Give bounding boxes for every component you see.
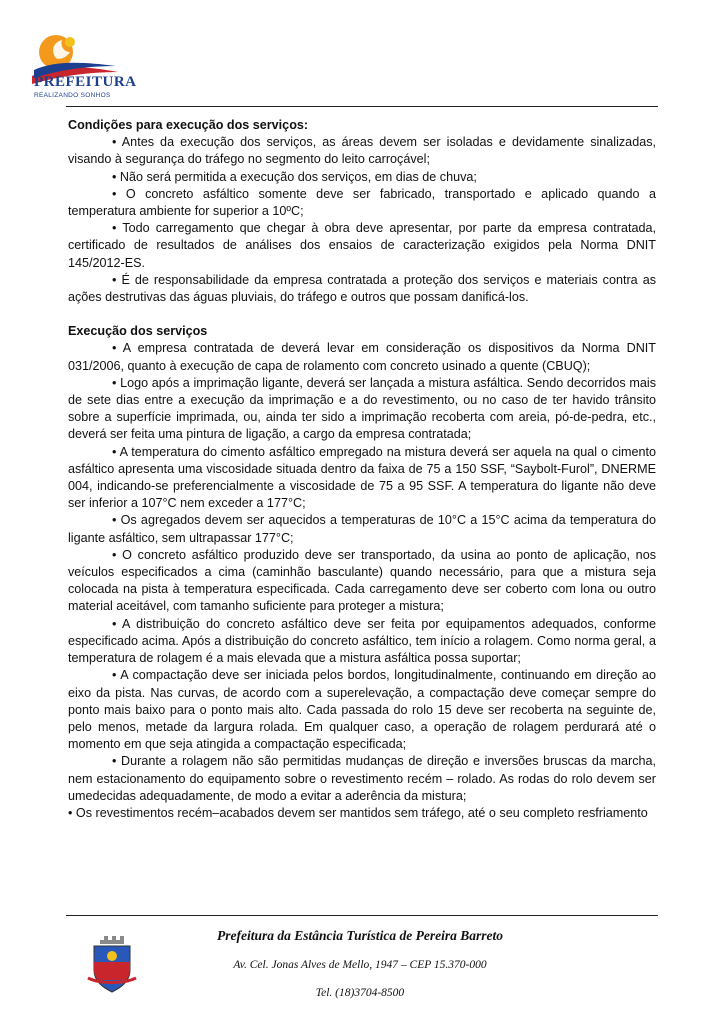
footer-phone: Tel. (18)3704-8500 xyxy=(315,987,405,999)
logo-wordmark: PREFEITURA xyxy=(34,74,137,90)
section-title: Execução dos serviços xyxy=(68,324,208,339)
paragraph: • Durante a rolagem não são permitidas mudanças de direção e inversões bruscas da marcha, nem estacionamento do equipamento sobre o revestimento recém – rolado. As rodas do rolo devem ser umedecidas adequadamente, de modo a evitar a aderência da mistura; xyxy=(68,754,656,803)
paragraph: • Os agregados devem ser aquecidos a temperaturas de 10°C a 15°C acima da temperatura do ligante asfáltico, sem ultrapassar 177°C; xyxy=(68,513,656,545)
paragraph: • O concreto asfáltico somente deve ser fabricado, transportado e aplicado quando a temperatura ambiente for superior a 10ºC; xyxy=(68,186,656,219)
paragraph: • Todo carregamento que chegar à obra deve apresentar, por parte da empresa contratada, certificado de resultados de análises dos ensaios de caracterização exigidos pela Norma DNIT 145/2012-ES. xyxy=(68,221,656,270)
logo-tagline: REALIZANDO SONHOS xyxy=(34,92,111,99)
municipal-crest-icon xyxy=(86,934,138,994)
footer-address: Av. Cel. Jonas Alves de Mello, 1947 – CEP 15.370-000 xyxy=(233,959,487,971)
paragraph: • A compactação deve ser iniciada pelos bordos, longitudinalmente, continuando em direção ao eixo da pista. Nas curvas, de acordo com a superelevação, a compactação deve começar sempre do ponto mais baixo para o ponto mais alto. Cada passada do rolo 15 deve ser recoberta na seguinte de, pelo menos, metade da largura rolada. Em qualquer caso, a operação de rolagem perdurará até o momento em que seja atingida a compactação especificada; xyxy=(68,668,656,752)
paragraph: • Antes da execução dos serviços, as áreas devem ser isoladas e devidamente sinalizadas, visando à segurança do tráfego no segmento do leito carroçável; xyxy=(68,135,656,167)
footer-divider xyxy=(66,915,658,916)
paragraph: • Logo após a imprimação ligante, deverá ser lançada a mistura asfáltica. Sendo decorridos mais de sete dias entre a execução da imprimação e a do revestimento, ou no caso de ter havido trânsito sobre a superfície imprimada, ou, ainda ter sido a imprimação recoberta com areia, pó-de-pedra, etc., deverá ser feita uma pintura de ligação, a cargo da empresa contratada; xyxy=(68,375,656,442)
paragraph: • A temperatura do cimento asfáltico empregado na mistura deverá ser aquela na qual o cimento asfáltico apresenta uma viscosidade situada dentro da faixa de 75 a 150 SSF, “Saybolt-Furol”, DNERME 004, indicando-se preferencialmente a viscosidade de 75 a 95 SSF. A temperatura do ligante não deve ser inferior a 107°C nem exceder a 177°C; xyxy=(68,444,656,511)
section-title: Condições para execução dos serviços: xyxy=(68,118,309,132)
paragraph: • Não será permitida a execução dos serviços, em dias de chuva; xyxy=(112,169,477,184)
document-body xyxy=(68,117,656,822)
paragraph: • A distribuição do concreto asfáltico deve ser feita por equipamentos adequados, conforme especificado acima. Após a distribuição do concreto asfáltico, tem início a rolagem. Como norma geral, a temperatura de rolagem é a mais elevada que a mistura asfáltica possa suportar; xyxy=(68,616,656,666)
section-gap xyxy=(68,306,656,323)
header-divider xyxy=(66,106,658,107)
footer xyxy=(140,927,580,1001)
paragraph: • É de responsabilidade da empresa contratada a proteção dos serviços e materiais contra as ações destrutivas das águas pluviais, do tráfego e outros que possam danificá-los. xyxy=(68,272,656,305)
paragraph: • Os revestimentos recém–acabados devem ser mantidos sem tráfego, até o seu completo resfriamento xyxy=(68,805,648,820)
paragraph: • A empresa contratada de deverá levar em consideração os dispositivos da Norma DNIT 031/2006, quanto à execução de capa de rolamento com concreto usinado a quente (CBUQ); xyxy=(68,341,656,373)
footer-institution: Prefeitura da Estância Turística de Pereira Barreto xyxy=(217,928,503,943)
paragraph: • O concreto asfáltico produzido deve ser transportado, da usina ao ponto de aplicação, nos veículos especificados a cima (caminhão basculante) quando necessário, para que a mistura seja colocada na pista à temperatura especificada. Cada carregamento deve ser coberto com lona ou outro material aceitável, com tamanho suficiente para proteger a mistura; xyxy=(68,547,656,614)
